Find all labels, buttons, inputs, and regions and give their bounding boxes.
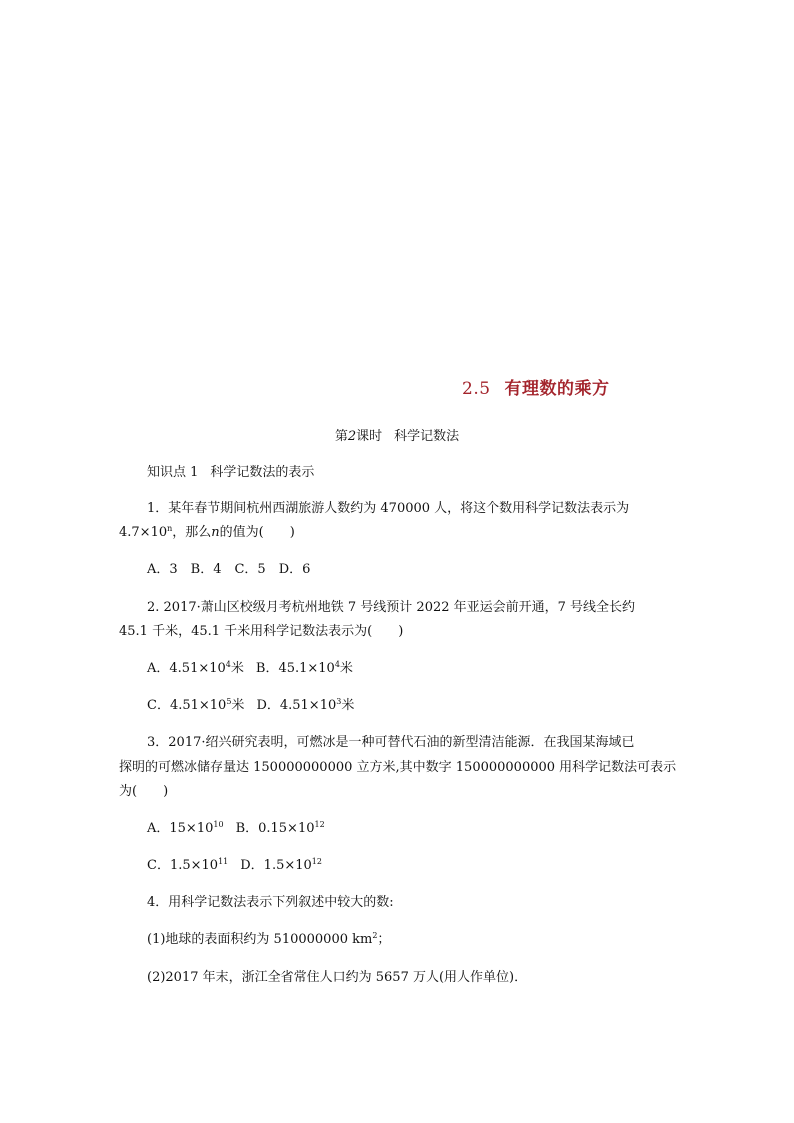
- q2-line2: 45.1 千米，45.1 千米用科学记数法表示为( ): [119, 624, 404, 639]
- q3-option-c-exp: 11: [218, 857, 229, 866]
- q4-stem: 4．用科学记数法表示下列叙述中较大的数:: [147, 895, 394, 910]
- q2-option-c-exp: 5: [226, 697, 232, 706]
- lesson-subtitle: [0, 425, 794, 444]
- q3-option-a-exp: 10: [213, 820, 224, 829]
- q1-mid: ，那么: [172, 525, 212, 540]
- q2-option-c-unit: 米: [231, 698, 245, 713]
- q2-option-a-unit: 米: [230, 661, 244, 676]
- q2-options-cd: [147, 698, 354, 714]
- q2-option-c: C．4.51×10: [147, 698, 227, 713]
- q2-option-a-exp: 4: [225, 660, 231, 669]
- q4-item2: (2)2017 年末，浙江全省常住人口约为 5657 万人(用人作单位)．: [147, 970, 528, 985]
- q2-option-b-exp: 4: [334, 660, 340, 669]
- lesson-title-text: 有理数的乘方: [504, 379, 610, 399]
- q2-option-d-exp: 3: [336, 697, 342, 706]
- q4-item1-exp: 2: [372, 931, 378, 940]
- q3-line3: 为( ): [119, 784, 169, 799]
- q3-line1: 3．2017·绍兴研究表明，可燃冰是一种可替代石油的新型清洁能源．在我国某海域已: [147, 735, 635, 750]
- q2-option-d-unit: 米: [341, 698, 355, 713]
- lesson-number: 2.5: [462, 379, 491, 399]
- section-text: 科学记数法的表示: [210, 465, 315, 480]
- section-label: 知识点 1: [147, 465, 199, 480]
- q2-option-b: B．45.1×10: [255, 661, 335, 676]
- q2-option-b-unit: 米: [339, 661, 353, 676]
- q3-option-b-exp: 12: [314, 820, 325, 829]
- q1-expression: 4.7×10: [119, 525, 168, 540]
- q4-item1-end: ；: [377, 932, 391, 947]
- q4-item1-text: (1)地球的表面积约为 510000000 km: [147, 932, 373, 947]
- q1-variable: n: [211, 525, 220, 540]
- q1-exponent: n: [167, 524, 173, 533]
- q3-option-d-exp: 12: [311, 857, 322, 866]
- q3-options-cd: [147, 858, 322, 874]
- subtitle-topic: 科学记数法: [394, 429, 460, 444]
- q3-options-ab: [147, 821, 325, 837]
- q3-option-b: B．0.15×10: [235, 821, 315, 836]
- lesson-title: [462, 374, 610, 399]
- q1-line2: [119, 525, 295, 541]
- section-heading: [147, 465, 314, 481]
- q1-question: 的值为( ): [219, 525, 295, 540]
- q2-option-d: D．4.51×10: [256, 698, 337, 713]
- q3-line2: 探明的可燃冰储存量达 150000000000 立方米,其中数字 150000000000 用科学记数法可表示: [119, 760, 677, 775]
- subtitle-prefix: 第: [334, 429, 348, 444]
- q3-option-d: D．1.5×10: [240, 858, 312, 873]
- q4-item1: [147, 932, 390, 948]
- q2-option-a: A．4.51×10: [147, 661, 226, 676]
- q1-line1: 1．某年春节期间杭州西湖旅游人数约为 470000 人，将这个数用科学记数法表示为: [147, 501, 630, 516]
- q3-option-c: C．1.5×10: [147, 858, 219, 873]
- q2-options-ab: [147, 661, 353, 677]
- q3-option-a: A．15×10: [147, 821, 214, 836]
- q2-line1: 2. 2017·萧山区校级月考杭州地铁 7 号线预计 2022 年亚运会前开通，7 号线全长约: [147, 600, 636, 615]
- subtitle-lesson-number: 2: [347, 429, 357, 444]
- q1-options: A．3 B．4 C．5 D．6: [147, 562, 311, 577]
- subtitle-lesson-rest: 课时: [356, 429, 383, 444]
